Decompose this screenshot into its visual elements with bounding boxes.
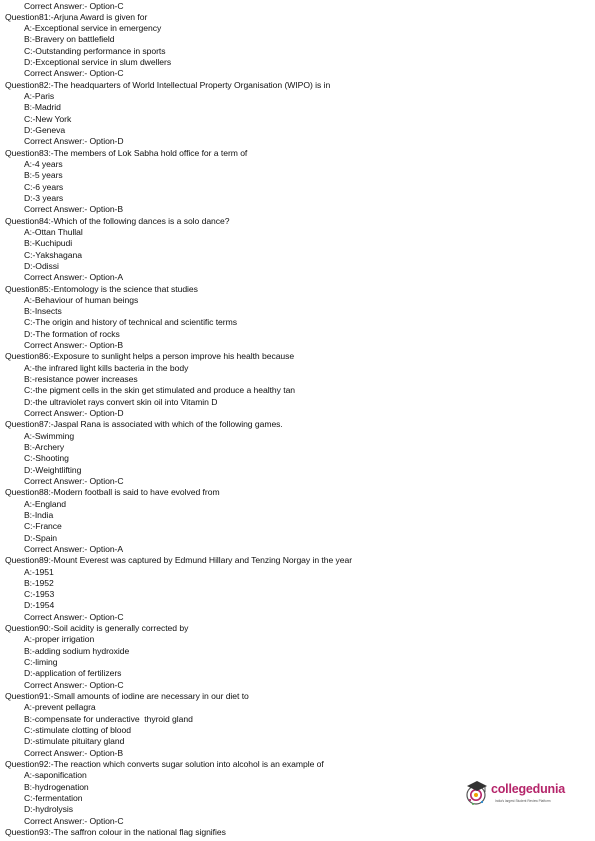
question-text: Question82:-The headquarters of World Intellectual Property Organisation (WIPO) is in xyxy=(5,79,331,90)
correct-answer: Correct Answer:- Option-C xyxy=(24,815,124,826)
option-text: B:-resistance power increases xyxy=(24,374,138,385)
option-text: B:-1952 xyxy=(24,577,54,588)
question-text: Question81:-Arjuna Award is given for xyxy=(5,11,148,22)
correct-answer: Correct Answer:- Option-B xyxy=(24,340,124,351)
option-text: C:-Shooting xyxy=(24,453,69,464)
correct-answer: Correct Answer:- Option-C xyxy=(24,679,124,690)
correct-answer: Correct Answer:- Option-C xyxy=(24,0,124,11)
question-text: Question83:-The members of Lok Sabha hold office for a term of xyxy=(5,147,248,158)
correct-answer: Correct Answer:- Option-D xyxy=(24,408,124,419)
option-text: D:-Geneva xyxy=(24,125,66,136)
correct-answer: Correct Answer:- Option-C xyxy=(24,475,124,486)
question-text: Question89:-Mount Everest was captured by Edmund Hillary and Tenzing Norgay in the year xyxy=(5,555,353,566)
correct-answer: Correct Answer:- Option-C xyxy=(24,611,124,622)
option-text: D:-Weightlifting xyxy=(24,464,82,475)
option-text: B:-Bravery on battlefield xyxy=(24,34,115,45)
graduation-cap-icon xyxy=(466,778,494,808)
option-text: B:-compensate for underactive thyroid gland xyxy=(24,713,193,724)
option-text: C:-France xyxy=(24,521,62,532)
option-text: D:-application of fertilizers xyxy=(24,668,122,679)
correct-answer: Correct Answer:- Option-A xyxy=(24,543,124,554)
option-text: D:-stimulate pituitary gland xyxy=(24,736,125,747)
option-text: B:-Kuchipudi xyxy=(24,238,73,249)
option-text: B:-Insects xyxy=(24,306,62,317)
option-text: A:-Exceptional service in emergency xyxy=(24,23,162,34)
option-text: C:-the pigment cells in the skin get stimulated and produce a healthy tan xyxy=(24,385,296,396)
option-text: C:-liming xyxy=(24,657,58,668)
question-text: Question90:-Soil acidity is generally corrected by xyxy=(5,623,189,634)
option-text: A:-Behaviour of human beings xyxy=(24,294,139,305)
option-text: D:-1954 xyxy=(24,600,55,611)
question-text: Question87:-Jaspal Rana is associated with which of the following games. xyxy=(5,419,283,430)
correct-answer: Correct Answer:- Option-C xyxy=(24,68,124,79)
option-text: A:-1951 xyxy=(24,566,54,577)
collegedunia-logo xyxy=(466,778,592,812)
option-text: D:-hydrolysis xyxy=(24,804,74,815)
correct-answer: Correct Answer:- Option-B xyxy=(24,204,124,215)
option-text: D:-Spain xyxy=(24,532,58,543)
option-text: C:-fermentation xyxy=(24,792,83,803)
option-text: A:-the infrared light kills bacteria in the body xyxy=(24,362,189,373)
question-text: Question92:-The reaction which converts sugar solution into alcohol is an example of xyxy=(5,758,324,769)
question-text: Question85:-Entomology is the science that studies xyxy=(5,283,198,294)
option-text: D:-Odissi xyxy=(24,260,59,271)
option-text: A:-Swimming xyxy=(24,430,75,441)
option-text: B:-adding sodium hydroxide xyxy=(24,645,130,656)
option-text: A:-England xyxy=(24,498,67,509)
option-text: A:-4 years xyxy=(24,158,63,169)
option-text: B:-Madrid xyxy=(24,102,61,113)
option-text: C:-Outstanding performance in sports xyxy=(24,45,166,56)
option-text: A:-Ottan Thullal xyxy=(24,226,83,237)
option-text: C:-The origin and history of technical and scientific terms xyxy=(24,317,237,328)
option-text: D:-The formation of rocks xyxy=(24,328,120,339)
option-text: D:-the ultraviolet rays convert skin oil into Vitamin D xyxy=(24,396,218,407)
option-text: D:-Exceptional service in slum dwellers xyxy=(24,57,172,68)
option-text: A:-Paris xyxy=(24,91,55,102)
option-text: C:-New York xyxy=(24,113,72,124)
option-text: D:-3 years xyxy=(24,192,64,203)
correct-answer: Correct Answer:- Option-A xyxy=(24,272,124,283)
option-text: C:-Yakshagana xyxy=(24,249,82,260)
option-text: A:-proper irrigation xyxy=(24,634,95,645)
question-text: Question93:-The saffron colour in the national flag signifies xyxy=(5,826,226,837)
question-text: Question91:-Small amounts of iodine are necessary in our diet to xyxy=(5,691,249,702)
correct-answer: Correct Answer:- Option-D xyxy=(24,136,124,147)
option-text: B:-hydrogenation xyxy=(24,781,89,792)
option-text: B:-Archery xyxy=(24,441,65,452)
option-text: B:-India xyxy=(24,509,54,520)
question-text: Question88:-Modern football is said to have evolved from xyxy=(5,487,220,498)
option-text: A:-saponification xyxy=(24,770,87,781)
option-text: A:-prevent pellagra xyxy=(24,702,96,713)
question-text: Question84:-Which of the following dances is a solo dance? xyxy=(5,215,230,226)
option-text: C:-1953 xyxy=(24,589,55,600)
option-text: C:-6 years xyxy=(24,181,64,192)
logo-wordmark: collegedunia xyxy=(491,782,566,796)
option-text: C:-stimulate clotting of blood xyxy=(24,724,131,735)
option-text: B:-5 years xyxy=(24,170,63,181)
correct-answer: Correct Answer:- Option-B xyxy=(24,747,124,758)
logo-tagline: India's largest Student Review Platform xyxy=(495,799,551,803)
question-text: Question86:-Exposure to sunlight helps a person improve his health because xyxy=(5,351,295,362)
